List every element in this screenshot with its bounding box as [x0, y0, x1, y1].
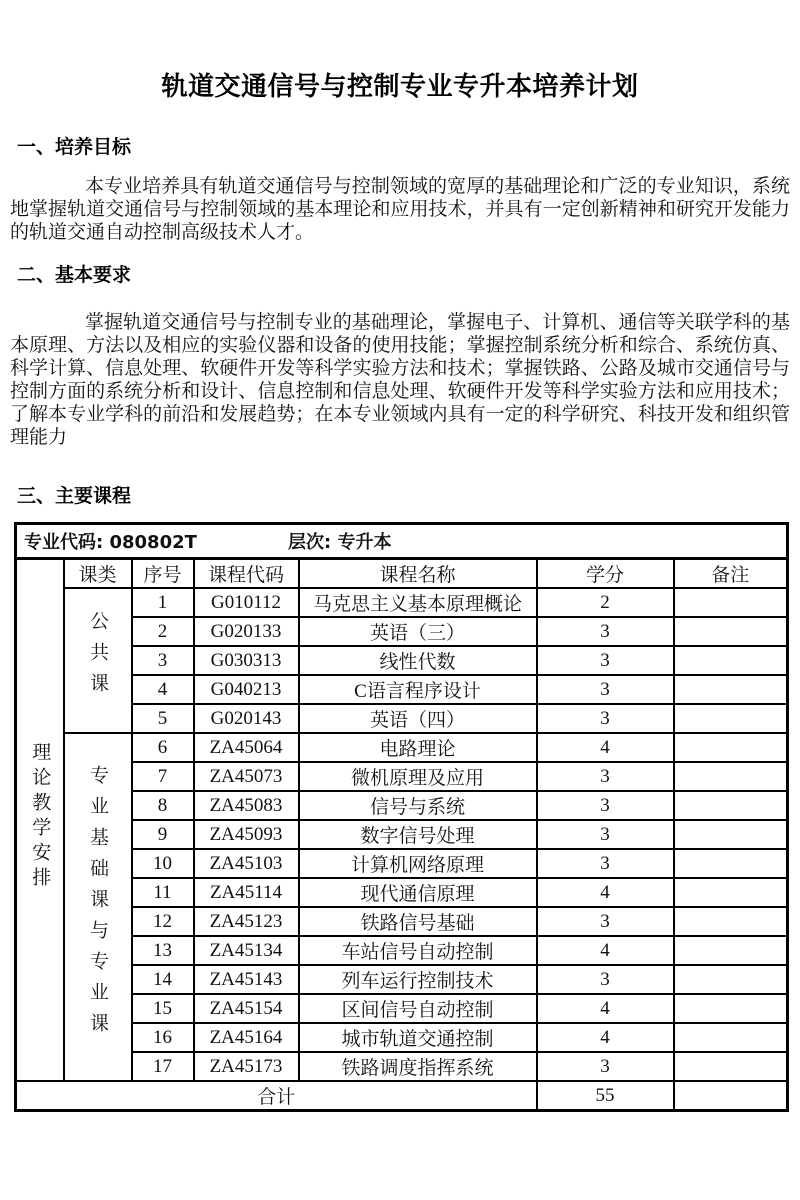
paragraph-requirements: 掌握轨道交通信号与控制专业的基础理论，掌握电子、计算机、通信等关联学科的基本原理、方法以及相应的实验仪器和设备的使用技能；掌握控制系统分析和综合、系统仿真、科学计算、信息处理、软硬件开发等科学实验方法和技术；掌握铁路、公路及城市交通信号与控制方面的系统分析和设计、信息控制和信息处理、软硬件开发等科学实验方法和应用技术；了解本专业学科的前沿和发展趋势；在本专业领域内具有一定的科学研究、科技开发和组织管理能力: [10, 312, 790, 448]
cell-no: 6: [132, 733, 194, 762]
cell-credits: 4: [537, 994, 674, 1023]
cell-remark: [674, 965, 788, 994]
cell-credits: 3: [537, 704, 674, 733]
table-row: [16, 675, 788, 704]
col-header-no: 序号: [132, 559, 194, 589]
section-heading-requirements: 二、基本要求: [17, 264, 132, 286]
cell-credits: 3: [537, 907, 674, 936]
table-row: [16, 704, 788, 733]
cell-course-name: 线性代数: [299, 646, 537, 675]
cell-remark: [674, 617, 788, 646]
table-row: [16, 994, 788, 1023]
cell-no: 1: [132, 588, 194, 617]
table-row: [16, 936, 788, 965]
table-row: [16, 965, 788, 994]
table-row: [16, 762, 788, 791]
cell-remark: [674, 704, 788, 733]
cell-course-name: 英语（四）: [299, 704, 537, 733]
cell-remark: [674, 878, 788, 907]
cell-remark: [674, 849, 788, 878]
cell-no: 12: [132, 907, 194, 936]
cell-credits: 3: [537, 791, 674, 820]
table-row: [16, 617, 788, 646]
theory-schedule-label: 理论教学安排: [29, 742, 51, 892]
cell-remark: [674, 791, 788, 820]
cell-credits: 4: [537, 733, 674, 762]
cell-remark: [674, 588, 788, 617]
cell-no: 5: [132, 704, 194, 733]
cell-course-name: 区间信号自动控制: [299, 994, 537, 1023]
cell-course-code: ZA45154: [194, 994, 299, 1023]
cell-course-name: 马克思主义基本原理概论: [299, 588, 537, 617]
cell-course-code: ZA45173: [194, 1052, 299, 1081]
cell-no: 16: [132, 1023, 194, 1052]
cell-course-code: ZA45134: [194, 936, 299, 965]
cell-no: 9: [132, 820, 194, 849]
cell-course-code: ZA45083: [194, 791, 299, 820]
cell-course-name: 信号与系统: [299, 791, 537, 820]
total-label-cell: 合计: [16, 1081, 537, 1111]
table-row: [16, 820, 788, 849]
table-row: [16, 849, 788, 878]
cell-course-name: 电路理论: [299, 733, 537, 762]
table-row: [16, 1023, 788, 1052]
cell-no: 3: [132, 646, 194, 675]
cell-course-name: C语言程序设计: [299, 675, 537, 704]
table-info-row: [16, 524, 788, 559]
cell-remark: [674, 733, 788, 762]
cell-credits: 3: [537, 965, 674, 994]
table-info-cell: [16, 524, 788, 559]
total-remark-cell: [674, 1081, 788, 1111]
table-row: [16, 1052, 788, 1081]
course-group-cell: [64, 588, 132, 733]
cell-course-name: 数字信号处理: [299, 820, 537, 849]
level-value: 专升本: [337, 532, 392, 553]
cell-credits: 2: [537, 588, 674, 617]
table-header-row: [16, 559, 788, 589]
table-row: [16, 791, 788, 820]
cell-course-code: G040213: [194, 675, 299, 704]
cell-no: 10: [132, 849, 194, 878]
col-header-class: 课类: [64, 559, 132, 589]
cell-remark: [674, 820, 788, 849]
cell-no: 15: [132, 994, 194, 1023]
cell-remark: [674, 936, 788, 965]
major-code-group: [24, 528, 288, 554]
cell-credits: 4: [537, 878, 674, 907]
cell-course-code: G030313: [194, 646, 299, 675]
total-credits-cell: 55: [537, 1081, 674, 1111]
cell-remark: [674, 675, 788, 704]
course-group-label: 专业基础课与专业课: [87, 764, 108, 1044]
cell-credits: 3: [537, 1052, 674, 1081]
major-code-label: 专业代码:: [24, 532, 104, 553]
cell-no: 7: [132, 762, 194, 791]
level-label: 层次:: [288, 532, 332, 553]
cell-course-code: ZA45114: [194, 878, 299, 907]
course-table: [14, 522, 789, 1112]
col-header-name: 课程名称: [299, 559, 537, 589]
cell-course-code: ZA45103: [194, 849, 299, 878]
cell-remark: [674, 907, 788, 936]
section-heading-courses: 三、主要课程: [17, 485, 132, 507]
cell-no: 4: [132, 675, 194, 704]
table-total-row: [16, 1081, 788, 1111]
cell-remark: [674, 994, 788, 1023]
theory-schedule-cell: [16, 559, 64, 1082]
cell-course-code: ZA45123: [194, 907, 299, 936]
cell-course-name: 铁路信号基础: [299, 907, 537, 936]
cell-credits: 4: [537, 936, 674, 965]
cell-credits: 3: [537, 617, 674, 646]
section-heading-goals: 一、培养目标: [17, 136, 132, 158]
cell-course-code: ZA45164: [194, 1023, 299, 1052]
cell-course-name: 微机原理及应用: [299, 762, 537, 791]
paragraph-goals: 本专业培养具有轨道交通信号与控制领域的宽厚的基础理论和广泛的专业知识，系统地掌握轨道交通信号与控制领域的基本理论和应用技术，并具有一定创新精神和研究开发能力的轨道交通自动控制高级技术人才。: [10, 176, 790, 243]
cell-course-code: G010112: [194, 588, 299, 617]
cell-credits: 3: [537, 762, 674, 791]
table-row: [16, 588, 788, 617]
cell-course-name: 英语（三）: [299, 617, 537, 646]
cell-course-name: 计算机网络原理: [299, 849, 537, 878]
cell-credits: 3: [537, 675, 674, 704]
cell-course-code: ZA45064: [194, 733, 299, 762]
course-group-cell: [64, 733, 132, 1081]
cell-course-code: ZA45143: [194, 965, 299, 994]
table-row: [16, 907, 788, 936]
cell-no: 8: [132, 791, 194, 820]
cell-credits: 3: [537, 820, 674, 849]
cell-course-code: G020143: [194, 704, 299, 733]
cell-no: 13: [132, 936, 194, 965]
col-header-code: 课程代码: [194, 559, 299, 589]
cell-course-name: 列车运行控制技术: [299, 965, 537, 994]
cell-no: 11: [132, 878, 194, 907]
course-group-label: 公共课: [87, 611, 108, 704]
cell-course-name: 铁路调度指挥系统: [299, 1052, 537, 1081]
cell-course-code: ZA45093: [194, 820, 299, 849]
table-row: [16, 646, 788, 675]
cell-no: 14: [132, 965, 194, 994]
table-row: [16, 733, 788, 762]
cell-course-name: 城市轨道交通控制: [299, 1023, 537, 1052]
cell-no: 2: [132, 617, 194, 646]
col-header-credits: 学分: [537, 559, 674, 589]
cell-credits: 3: [537, 646, 674, 675]
table-row: [16, 878, 788, 907]
cell-credits: 4: [537, 1023, 674, 1052]
cell-course-name: 车站信号自动控制: [299, 936, 537, 965]
cell-remark: [674, 1023, 788, 1052]
major-code-value: 080802T: [109, 532, 197, 553]
cell-remark: [674, 646, 788, 675]
col-header-remark: 备注: [674, 559, 788, 589]
cell-remark: [674, 762, 788, 791]
cell-remark: [674, 1052, 788, 1081]
cell-course-code: G020133: [194, 617, 299, 646]
cell-course-code: ZA45073: [194, 762, 299, 791]
page-title: 轨道交通信号与控制专业专升本培养计划: [161, 72, 639, 102]
cell-course-name: 现代通信原理: [299, 878, 537, 907]
cell-no: 17: [132, 1052, 194, 1081]
cell-credits: 3: [537, 849, 674, 878]
